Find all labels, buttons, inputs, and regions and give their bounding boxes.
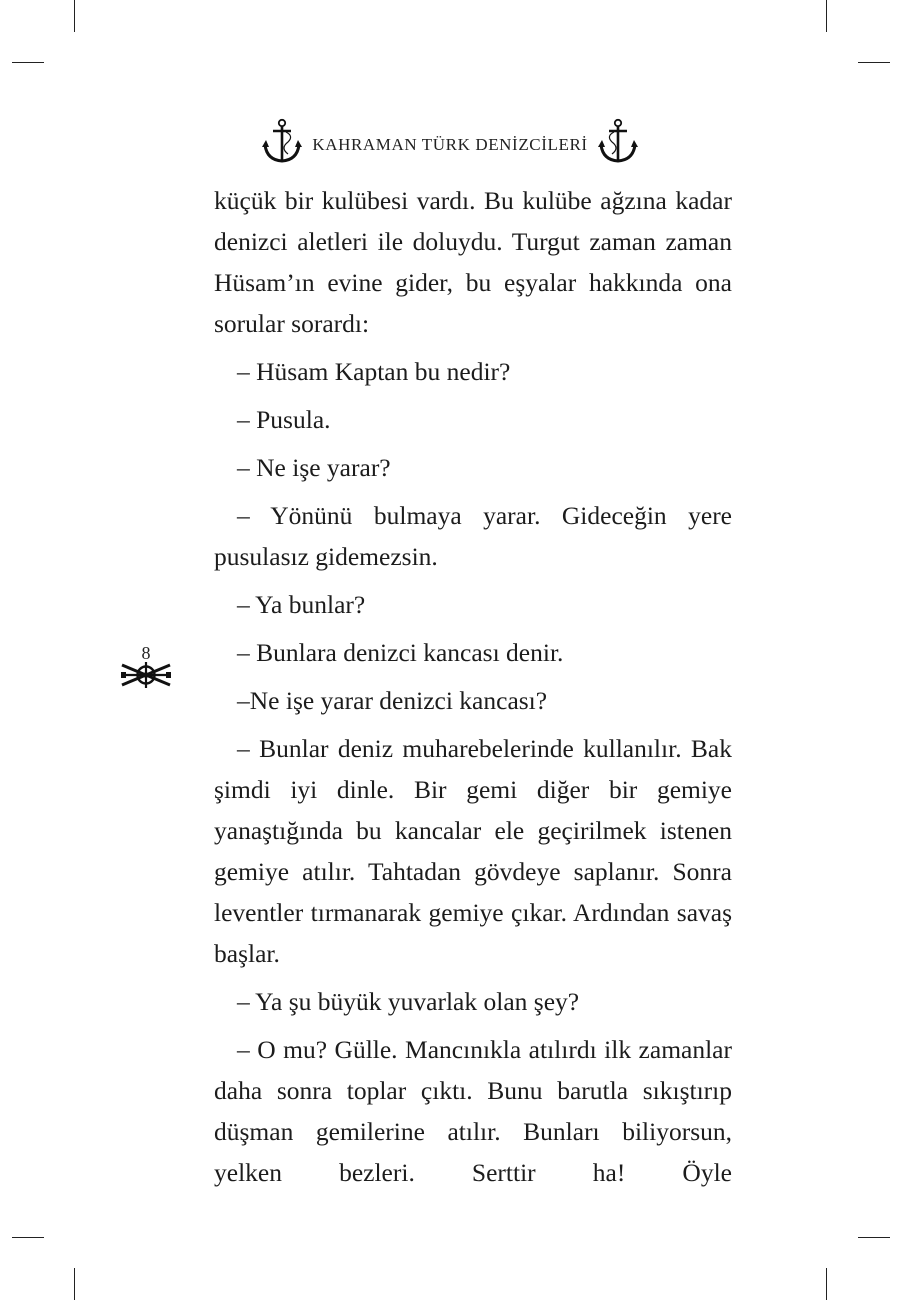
- dialogue-line: –Ne işe yarar denizci kancası?: [237, 686, 548, 715]
- dialogue-line: – Pusula.: [237, 405, 331, 434]
- crop-mark-top-left: [74, 0, 75, 32]
- dialogue-line: – Bunlara denizci kancası denir.: [237, 638, 564, 667]
- page-folio: [118, 644, 174, 688]
- crop-mark-right-lower: [858, 1237, 890, 1238]
- anchor-icon: [262, 118, 302, 166]
- running-head: [0, 116, 900, 168]
- dialogue-line: – Ne işe yarar?: [237, 453, 391, 482]
- page-number: 8: [141, 643, 151, 663]
- dialogue-line: – Bunlar deniz muharebelerinde kullanılır. Bak şimdi iyi dinle. Bir gemi diğer bir gemiye yanaştığında bu kancalar ele geçirilmek istenen gemiye atılır. Tahtadan gövdeye saplanır. Sonra leventler tırmanarak gemiye çıkar. Ardından savaş başlar.: [214, 734, 732, 968]
- running-title: KAHRAMAN TÜRK DENİZCİLERİ: [312, 135, 588, 154]
- crop-mark-bottom-left: [74, 1268, 75, 1300]
- crop-mark-left-lower: [12, 1237, 44, 1238]
- crop-mark-top-right: [826, 0, 827, 32]
- crop-mark-right-upper: [858, 62, 890, 63]
- anchor-icon: [598, 118, 638, 166]
- crop-mark-bottom-right: [826, 1268, 827, 1300]
- dialogue-line: – Hüsam Kaptan bu nedir?: [237, 357, 511, 386]
- paragraph: küçük bir kulübesi vardı. Bu kulübe ağzına kadar denizci aletleri ile doluydu. Turgut zaman zaman Hüsam’ın evine gider, bu eşyalar hakkında ona sorular sorardı:: [214, 186, 732, 338]
- body-text: [214, 180, 732, 1200]
- dialogue-line: – Ya şu büyük yuvarlak olan şey?: [237, 987, 580, 1016]
- dialogue-line: – O mu? Gülle. Mancınıkla atılırdı ilk zamanlar daha sonra toplar çıktı. Bunu barutla sıkıştırıp düşman gemilerine atılır. Bunları biliyorsun, yelken bezleri. Serttir ha! Öyle: [214, 1035, 732, 1187]
- dialogue-line: – Yönünü bulmaya yarar. Gideceğin yere pusulasız gidemezsin.: [214, 501, 732, 571]
- ship-wheel-icon: [120, 662, 172, 688]
- crop-mark-left-upper: [12, 62, 44, 63]
- dialogue-line: – Ya bunlar?: [237, 590, 366, 619]
